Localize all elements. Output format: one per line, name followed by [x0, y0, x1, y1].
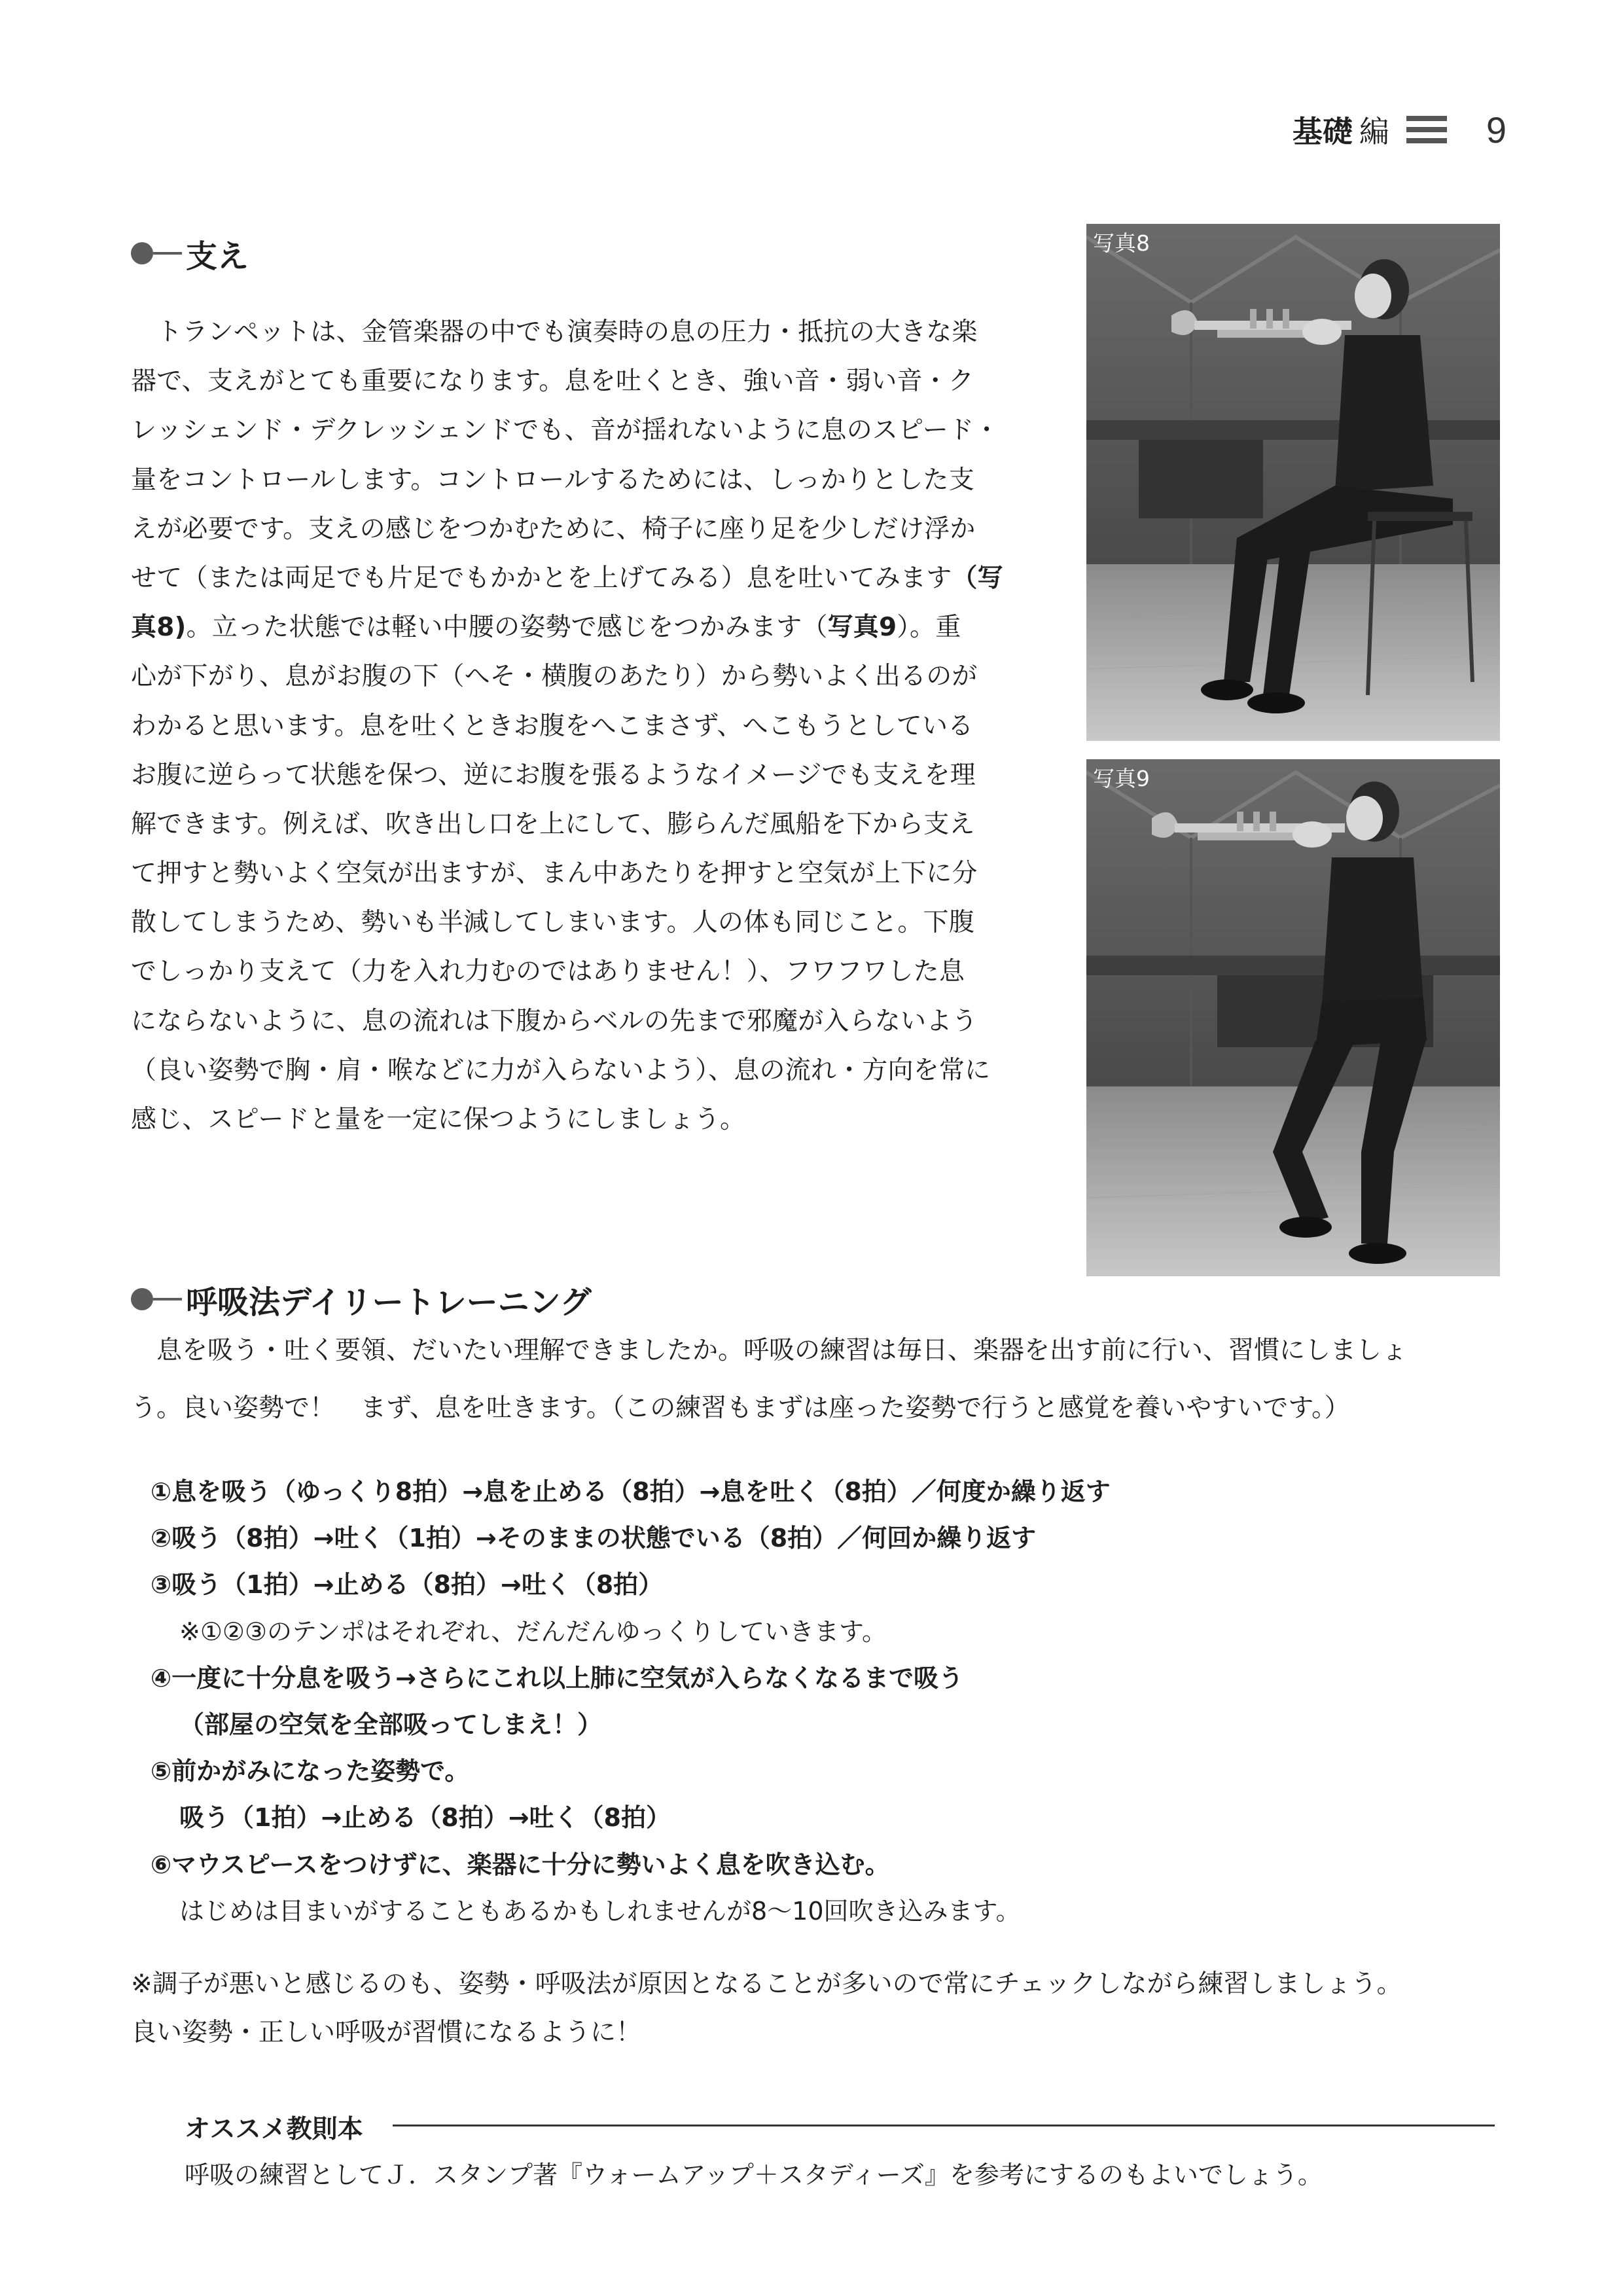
photo-8-illustration — [1086, 224, 1500, 741]
body-text: せて（または両足でも片足でもかかとを上げてみる）息を吐いてみます — [131, 563, 952, 593]
body-text: ）。重 — [897, 613, 961, 643]
section-title: 呼吸法デイリートレーニング — [186, 1283, 592, 1321]
photo-9-caption: 写真9 — [1093, 766, 1150, 791]
section-heading-support — [131, 230, 249, 276]
header-section-bold: 基礎 — [1292, 114, 1353, 149]
note-line: 良い姿勢・正しい呼吸が習慣になるように！ — [131, 2018, 642, 2047]
step-line: ⑥マウスピースをつけずに、楽器に十分に勢いよく息を吹き込む。 — [151, 1850, 890, 1879]
recommend-text: 呼吸の練習としてＪ．スタンプ著『ウォームアップ＋スタディーズ』を参考にするのもよいでしょう。 — [185, 2161, 1323, 2189]
body-line — [131, 308, 1034, 357]
step-line: はじめは目まいがすることもあるかもしれませんが8～10回吹き込みます。 — [179, 1896, 1021, 1926]
photo-8 — [1086, 224, 1500, 741]
step-line: ※①②③のテンポはそれぞれ、だんだんゆっくりしていきます。 — [179, 1617, 887, 1646]
body-text: 器で、支えがとても重要になります。息を吐くとき、強い音・弱い音・ク — [131, 367, 974, 397]
body-line — [131, 947, 1034, 996]
bullet-dash-icon — [153, 252, 182, 255]
running-header — [1293, 103, 1507, 156]
body-emphasis: 写真9 — [827, 613, 897, 643]
bullet-dot-icon — [131, 242, 153, 264]
intro-line: 息を吸う・吐く要領、だいたい理解できましたか。呼吸の練習は毎日、楽器を出す前に行い、習慣にしましょ — [131, 1336, 1408, 1365]
body-text: 散してしまうため、勢いも半減してしまいます。人の体も同じこと。下腹 — [131, 908, 974, 938]
body-line — [131, 849, 1034, 898]
body-text: 感じ、スピードと量を一定に保つようにしましょう。 — [131, 1105, 746, 1134]
body-line — [131, 1046, 1034, 1095]
body-line — [131, 603, 1034, 652]
note-line: ※調子が悪いと感じるのも、姿勢・呼吸法が原因となることが多いので常にチェックしながら練習しましょう。 — [131, 1969, 1402, 1999]
page-number: 9 — [1486, 109, 1507, 151]
training-steps — [151, 1469, 1111, 1935]
body-line — [131, 505, 1034, 554]
intro-line: う。良い姿勢で！ まず、息を吐きます。（この練習もまずは座った姿勢で行うと感覚を養いやすいです。） — [131, 1393, 1350, 1423]
body-text: お腹に逆らって状態を保つ、逆にお腹を張るようなイメージでも支えを理 — [131, 760, 976, 790]
body-text: えが必要です。支えの感じをつかむために、椅子に座り足を少しだけ浮か — [131, 514, 976, 544]
body-text: 量をコントロールします。コントロールするためには、しっかりとした支 — [131, 465, 974, 495]
recommend-rule — [393, 2125, 1495, 2126]
body-line — [131, 898, 1034, 947]
body-line — [131, 652, 1034, 701]
body-line — [131, 702, 1034, 751]
body-text: て押すと勢いよく空気が出ますが、まん中あたりを押すと空気が上下に分 — [131, 859, 978, 889]
photo-8-caption: 写真8 — [1093, 230, 1150, 256]
header-bars-icon — [1406, 116, 1447, 143]
section1-body — [131, 308, 1034, 1144]
body-text: 心が下がり、息がお腹の下（へそ・横腹のあたり）から勢いよく出るのが — [131, 662, 978, 692]
body-line — [131, 406, 1034, 455]
closing-note — [131, 1960, 1402, 2057]
body-text: （良い姿勢で胸・肩・喉などに力が入らないよう）、息の流れ・方向を常に — [131, 1055, 991, 1085]
section2-intro — [131, 1322, 1505, 1437]
body-line — [131, 997, 1034, 1046]
section-title: 支え — [186, 238, 249, 275]
step-line: ①息を吸う（ゆっくり8拍）→息を止める（8拍）→息を吐く（8拍）／何度か繰り返す — [151, 1477, 1111, 1506]
photo-9-illustration — [1086, 759, 1500, 1276]
header-section-light: 編 — [1359, 114, 1389, 149]
body-emphasis: 真8) — [131, 613, 187, 643]
step-line: （部屋の空気を全部吸ってしまえ！） — [179, 1710, 603, 1739]
step-line: ②吸う（8拍）→吐く（1拍）→そのままの状態でいる（8拍）／何回か繰り返す — [151, 1524, 1037, 1553]
section-heading-breathing — [131, 1276, 592, 1322]
body-text: わかると思います。息を吐くときお腹をへこまさず、へこもうとしている — [131, 711, 974, 741]
body-text: でしっかり支えて（力を入れ力むのではありません！）、フワフワした息 — [131, 957, 965, 987]
body-text: トランペットは、金管楽器の中でも演奏時の息の圧力・抵抗の大きな楽 — [131, 317, 978, 347]
body-line — [131, 357, 1034, 406]
body-text: レッシェンド・デクレッシェンドでも、音が揺れないように息のスピード・ — [131, 416, 1000, 446]
bullet-dash-icon — [153, 1298, 182, 1300]
body-line — [131, 1095, 1034, 1144]
body-text: 解できます。例えば、吹き出し口を上にして、膨らんだ風船を下から支え — [131, 809, 975, 839]
body-line — [131, 751, 1034, 800]
step-line: ⑤前かがみになった姿勢で。 — [151, 1757, 470, 1786]
body-text: にならないように、息の流れは下腹からベルの先まで邪魔が入らないよう — [131, 1006, 978, 1036]
step-line: ④一度に十分息を吸う→さらにこれ以上肺に空気が入らなくなるまで吸う — [151, 1663, 964, 1693]
body-line — [131, 554, 1034, 603]
body-text: 。立った状態では軽い中腰の姿勢で感じをつかみます（ — [186, 613, 828, 643]
step-line: ③吸う（1拍）→止める（8拍）→吐く（8拍） — [151, 1570, 664, 1600]
photo-9 — [1086, 759, 1500, 1276]
bullet-dot-icon — [131, 1288, 153, 1310]
body-line — [131, 456, 1034, 505]
step-line: 吸う（1拍）→止める（8拍）→吐く（8拍） — [179, 1803, 671, 1833]
body-line — [131, 800, 1034, 849]
recommend-title: オススメ教則本 — [185, 2115, 363, 2144]
body-emphasis: （写 — [952, 563, 1003, 593]
